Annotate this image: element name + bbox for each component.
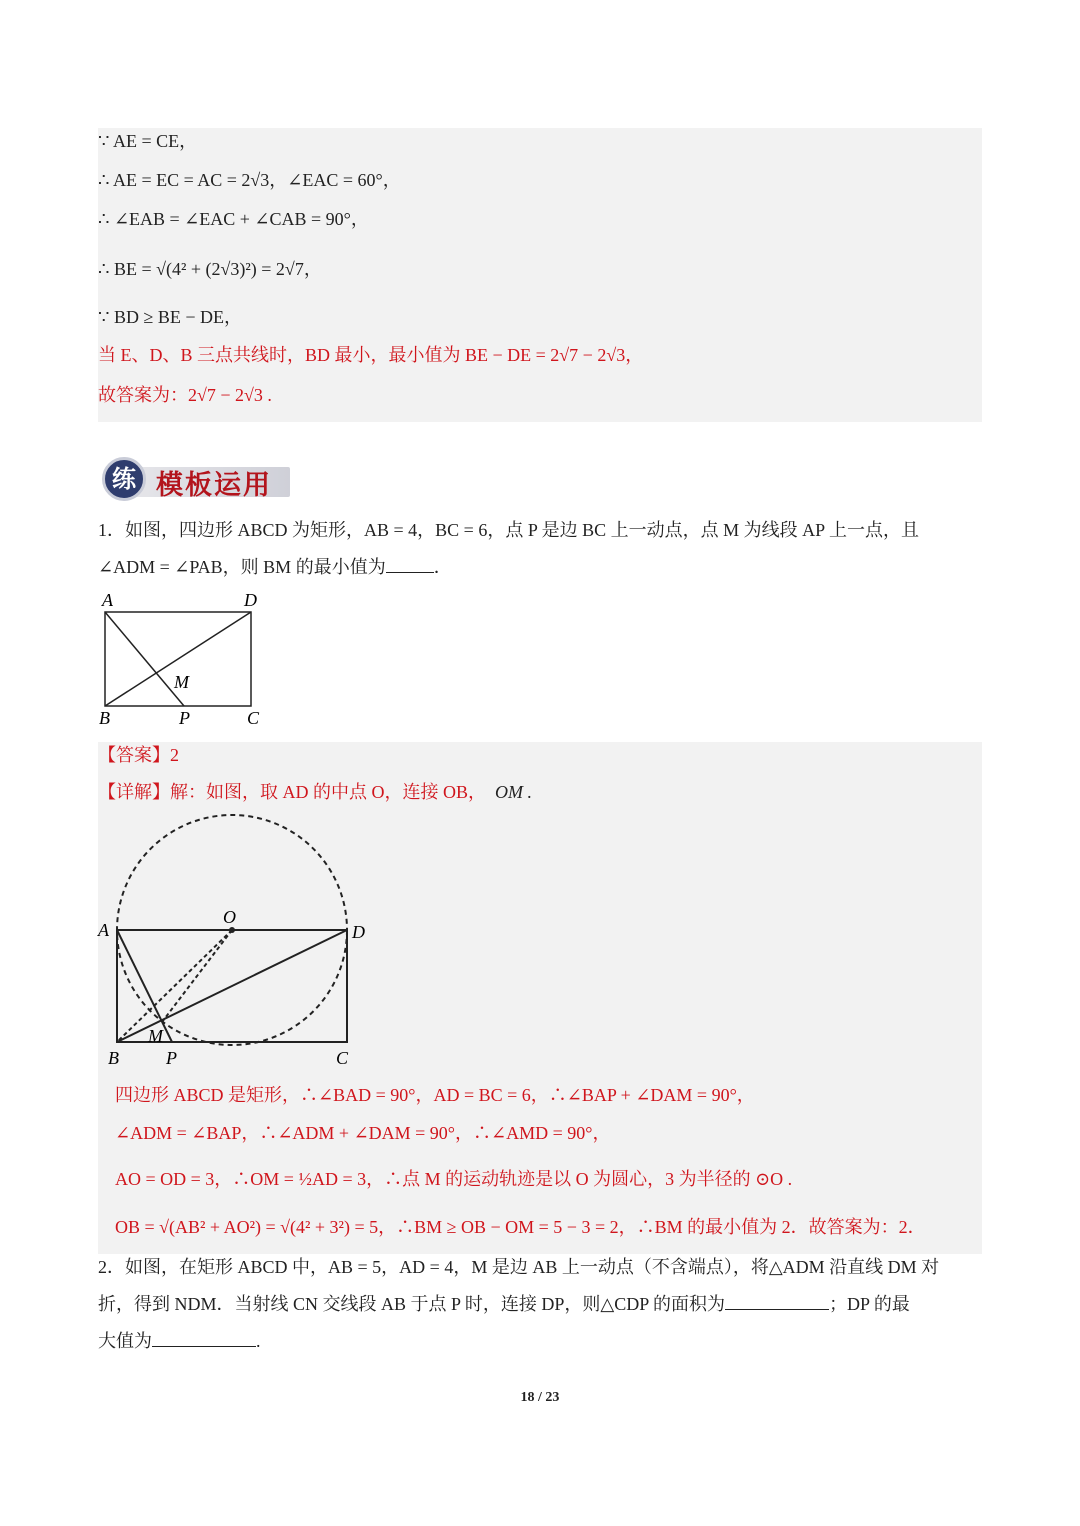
- fig1-label-b: B: [99, 708, 110, 728]
- detail-line: [98, 781, 532, 803]
- detail-tail: OM .: [495, 782, 533, 802]
- fig1-label-p: P: [179, 708, 190, 728]
- detail-label: 【详解】: [98, 782, 170, 802]
- problem1-line2-text: ∠ADM = ∠PAB，则 BM 的最小值为: [98, 557, 386, 577]
- fig2-segment-ob: [117, 930, 232, 1042]
- section-badge-icon: 练: [102, 457, 146, 501]
- fig1-label-c: C: [247, 708, 260, 728]
- section-header: [100, 455, 300, 505]
- fig1-label-m: M: [174, 672, 189, 692]
- solution-line-6: 当 E、D、B 三点共线时，BD 最小，最小值为 BE − DE = 2√7 − 2√3，: [98, 345, 644, 365]
- answer-blank: [386, 556, 434, 573]
- fig2-segment-ap: [117, 930, 172, 1042]
- detail-text: 解：如图，取 AD 的中点 O，连接 OB，: [170, 782, 487, 802]
- step-line-2: ∠ADM = ∠BAP，∴∠ADM + ∠DAM = 90°，∴∠AMD = 90°，: [115, 1123, 611, 1143]
- solution-line-4: ∴ BE = √(4² + (2√3)²) = 2√7，: [98, 259, 322, 279]
- problem2-line3-b: .: [256, 1331, 261, 1351]
- problem1-line2-end: ．: [433, 557, 452, 577]
- fig2-label-m: M: [148, 1026, 163, 1046]
- problem2-line1: 2．如图，在矩形 ABCD 中，AB = 5，AD = 4，M 是边 AB 上一动点（不含端点），将△ADM 沿直线 DM 对: [98, 1257, 940, 1277]
- problem2-line2: [98, 1293, 910, 1315]
- fig2-label-b: B: [108, 1048, 119, 1068]
- problem2-line3-a: 大值为: [98, 1331, 152, 1351]
- max-blank: [152, 1330, 256, 1347]
- step-line-1: 四边形 ABCD 是矩形，∴∠BAD = 90°，AD = BC = 6，∴∠BAP + ∠DAM = 90°，: [115, 1085, 755, 1105]
- solution-line-2: ∴ AE = EC = AC = 2√3，∠EAC = 60°，: [98, 170, 401, 190]
- fig1-label-d: D: [244, 590, 257, 610]
- answer-line: 【答案】2: [98, 745, 179, 765]
- fig1-label-a: A: [102, 590, 113, 610]
- fig2-label-d: D: [352, 922, 365, 942]
- figure-1: [96, 590, 276, 730]
- fig2-label-p: P: [166, 1048, 177, 1068]
- solution-line-5: ∵ BD ≥ BE − DE，: [98, 307, 242, 327]
- fig2-segment-om: [162, 930, 232, 1022]
- section-title: 模板运用: [156, 470, 272, 501]
- solution-line-3: ∴ ∠EAB = ∠EAC + ∠CAB = 90°，: [98, 209, 369, 229]
- problem1-line1: 1．如图，四边形 ABCD 为矩形，AB = 4，BC = 6，点 P 是边 BC 上一动点，点 M 为线段 AP 上一点，且: [98, 520, 920, 540]
- fig2-point-o: [229, 927, 235, 933]
- solution-line-7: 故答案为：2√7 − 2√3 .: [98, 385, 272, 405]
- problem2-line3: [98, 1330, 261, 1352]
- area-blank: [725, 1293, 829, 1310]
- problem2-line2-b: ；DP 的最: [829, 1294, 910, 1314]
- problem1-line2: [98, 556, 452, 578]
- figure-2: [96, 810, 386, 1070]
- solution-line-1: ∵ AE = CE，: [98, 131, 198, 151]
- problem2-line2-a: 折，得到 NDM．当射线 CN 交线段 AB 于点 P 时，连接 DP，则△CDP 的面积为: [98, 1294, 726, 1314]
- page-number: 18 / 23: [520, 1390, 560, 1405]
- fig1-segment-ap: [105, 612, 184, 706]
- step-line-4: OB = √(AB² + AO²) = √(4² + 3²) = 5，∴BM ≥ OB − OM = 5 − 3 = 2，∴BM 的最小值为 2．故答案为：2．: [115, 1217, 926, 1237]
- fig2-label-a: A: [98, 920, 109, 940]
- step-line-3: AO = OD = 3，∴OM = ½AD = 3，∴点 M 的运动轨迹是以 O 为圆心，3 为半径的 ⊙O .: [115, 1169, 793, 1189]
- fig2-label-c: C: [336, 1048, 349, 1068]
- fig2-label-o: O: [223, 907, 236, 927]
